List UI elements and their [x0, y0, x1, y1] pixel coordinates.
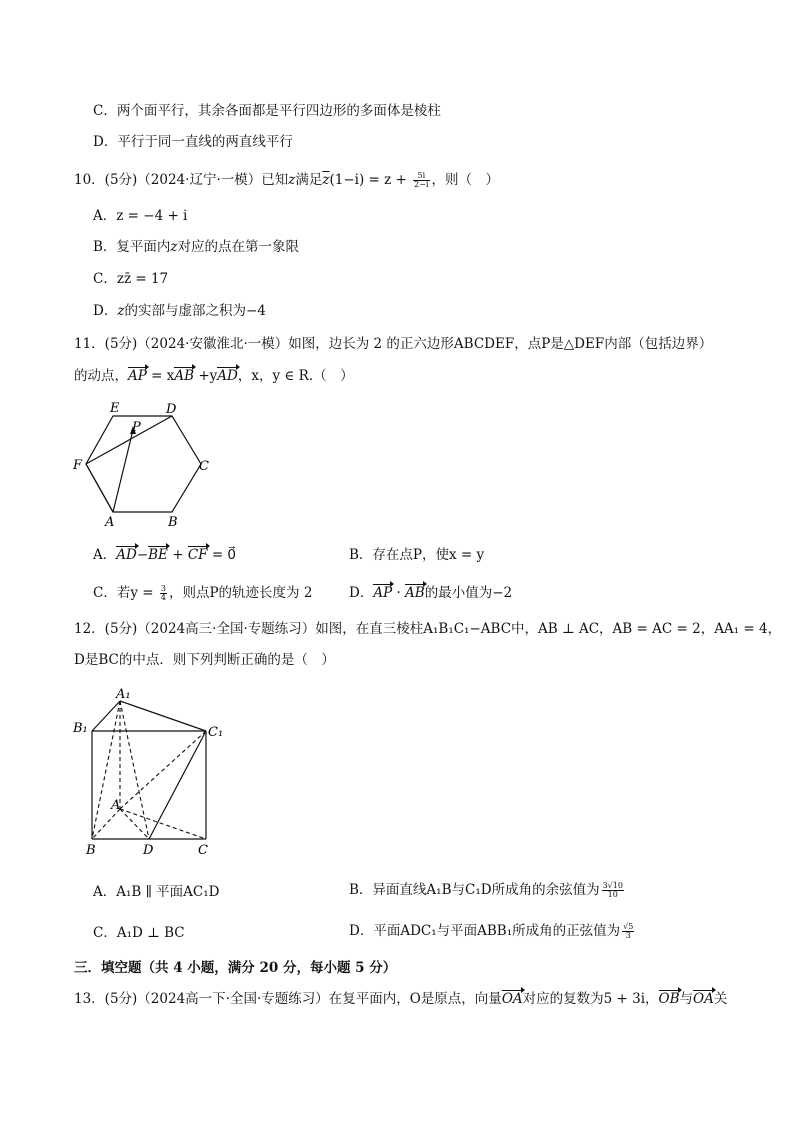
section3-heading: 三．填空题（共 4 小题，满分 20 分，每小题 5 分）	[74, 960, 397, 976]
q10-option-c: C．zz̄ = 17	[93, 271, 169, 287]
hex-label-p: P	[132, 420, 141, 435]
q12-stem-line1: 12．(5分)（2024高三·全国·专题练习）如图，在直三棱柱A₁B₁C₁−ABC中，AB ⊥ AC，AB = AC = 2，AA₁ = 4，	[74, 621, 782, 637]
q10-z: z	[288, 172, 296, 188]
prism-label-a: A	[111, 798, 121, 813]
q11-option-c: C．若y = $\frac{3}{4}$ ，则点P的轨迹长度为 2	[93, 584, 313, 602]
hex-label-f: F	[73, 458, 83, 473]
q12-option-b: B．异面直线A₁B与C₁D所成角的余弦值为 $\frac{3√10}{10}$	[349, 881, 623, 899]
q11-stem-line1: 11．(5分)（2024·安徽淮北·一模）如图，边长为 2 的正六边形ABCDEF，点P是△DEF内部（包括边界）	[74, 336, 713, 352]
q9-option-d: D．平行于同一直线的两直线平行	[93, 134, 293, 150]
prism-label-a1: A₁	[116, 687, 131, 702]
q12-option-d: D．平面ADC₁与平面ABB₁所成角的正弦值为 $\frac{√5}{3}$	[349, 922, 634, 940]
q12-option-c: C．A₁D ⊥ BC	[93, 925, 185, 941]
q12-stem-line2: D是BC的中点．则下列判断正确的是（ ）	[74, 652, 335, 668]
hex-label-b: B	[168, 515, 178, 530]
q12-option-a: A．A₁B ∥ 平面AC₁D	[93, 884, 220, 900]
q11-option-a: A．AD−BE + CF = 0⃗	[93, 547, 237, 563]
q10-stem	[74, 170, 499, 190]
q10-expr: (1−i) = z +	[329, 172, 412, 188]
prism-figure	[70, 683, 230, 861]
q10-satisfy: 满足	[295, 172, 323, 188]
q10-fraction: $\frac{5i}{2-i}$	[414, 171, 429, 189]
hex-label-a: A	[105, 515, 115, 530]
hex-label-e: E	[110, 401, 120, 416]
prism-label-c1: C₁	[208, 725, 224, 740]
hex-label-c: C	[199, 459, 209, 474]
q11-option-d: D．AP · AB的最小值为−2	[349, 585, 513, 601]
q9-option-c: C．两个面平行，其余各面都是平行四边形的多面体是棱柱	[93, 103, 441, 119]
prism-label-c: C	[198, 843, 208, 858]
q11-option-b: B．存在点P，使x = y	[349, 547, 485, 563]
q13-stem: 13．(5分)（2024高一下·全国·专题练习）在复平面内，O是原点，向量OA对应的复数为5 + 3i，OB与OA关	[74, 991, 728, 1007]
hexagon-figure	[66, 396, 226, 531]
q10-option-b: B．复平面内z对应的点在第一象限	[93, 239, 300, 255]
q11-stem-line2: 的动点，AP = xAB +yAD，x，y ∈ R.（ ）	[74, 368, 354, 384]
prism-label-d: D	[143, 843, 154, 858]
hex-label-d: D	[166, 402, 177, 417]
prism-label-b1: B₁	[73, 721, 88, 736]
q10-suffix: ，则（ ）	[431, 172, 500, 188]
q10-option-d: D．z的实部与虚部之积为−4	[93, 303, 266, 319]
prism-label-b: B	[86, 843, 96, 858]
q10-option-a: A．z = −4 + i	[93, 208, 188, 224]
q10-zbar: $\overline{z}$	[322, 172, 330, 188]
q10-prefix: 10．(5分)（2024·辽宁·一模）已知	[74, 172, 289, 188]
